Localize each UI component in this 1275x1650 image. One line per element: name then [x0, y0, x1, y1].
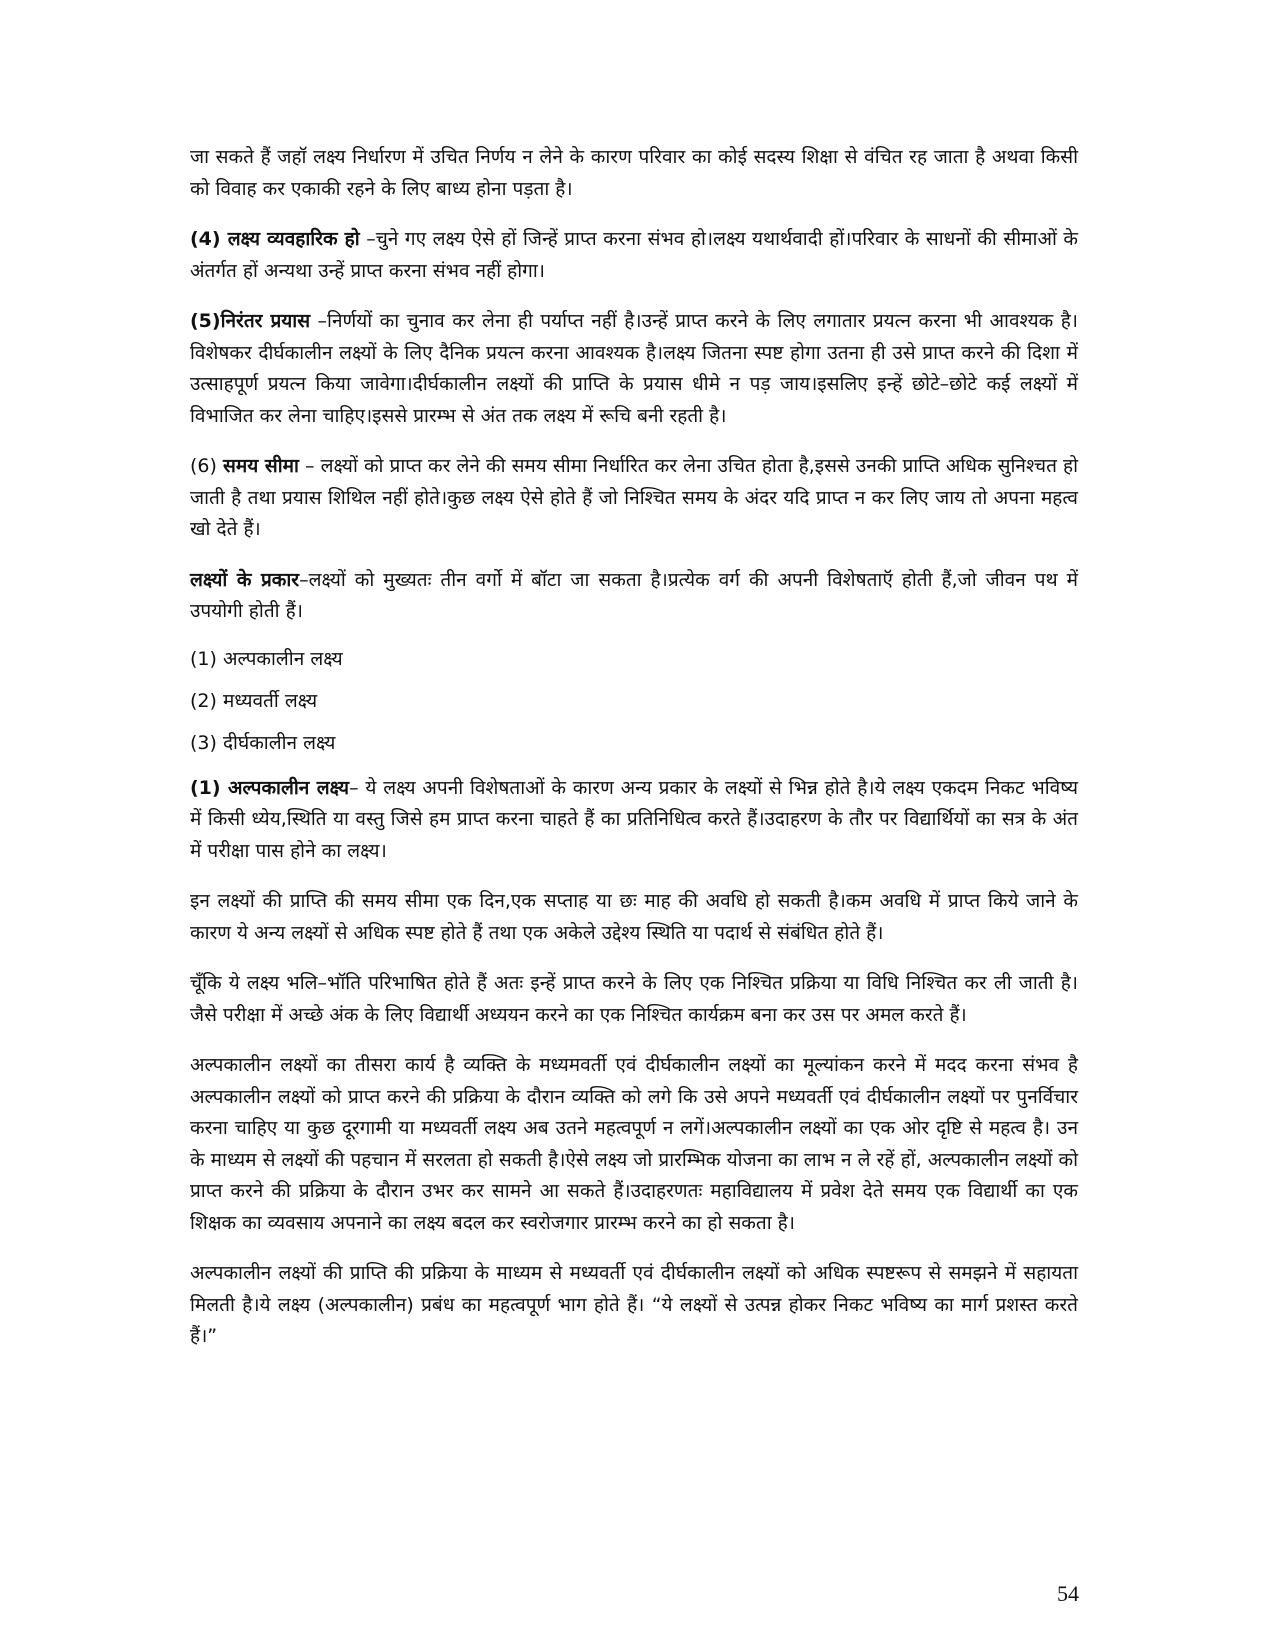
paragraph-short-term-goal [190, 773, 1078, 868]
paragraph-text: चूँकि ये लक्ष्य भलि–भॉति परिभाषित होते हैं अतः इन्हें प्राप्त करने के लिए एक निश्चित प्रक्रिया या विधि निश्चित कर ली जाती है।जैसे परीक्षा में अच्छे अंक के लिए विद्यार्थी अध्ययन करने का एक निश्चित कार्यक्रम बना कर उस पर अमल करते हैं। [190, 972, 1078, 1026]
paragraph-goal-types [190, 565, 1078, 628]
paragraph-practical-goal [190, 224, 1078, 287]
list-item: (3) दीर्घकालीन लक्ष्य [190, 731, 336, 754]
paragraph-time-limit [190, 451, 1078, 546]
paragraph-heading: (4) लक्ष्य व्यवहारिक हो [190, 228, 360, 250]
paragraph-text: – लक्ष्यों को प्राप्त कर लेने की समय सीमा निर्धारित कर लेना उचित होता है,इससे उनकी प्राप्ति अधिक सुनिश्चत हो जाती है तथा प्रयास शिथिल नहीं होते।कुछ लक्ष्य ऐसे होते हैं जो निश्चित समय के अंदर यदि प्राप्त न कर लिए जाय तो अपना महत्व खो देते हैं। [190, 455, 1079, 540]
paragraph-text: इन लक्ष्यों की प्राप्ति की समय सीमा एक दिन,एक सप्ताह या छः माह की अवधि हो सकती है।कम अवधि में प्राप्त किये जाने के कारण ये अन्य लक्ष्यों से अधिक स्पष्ट होते हैं तथा एक अकेले उद्देश्य स्थिति या पदार्थ से संबंधित होते हैं। [190, 890, 1078, 944]
paragraph-text: – ये लक्ष्य अपनी विशेषताओं के कारण अन्य प्रकार के लक्ष्यों से भिन्न होते है।ये लक्ष्य एकदम निकट भविष्य में किसी ध्येय,स्थिति या वस्तु जिसे हम प्राप्त करना चाहते हैं का प्रतिनिधित्व करते हैं।उदाहरण के तौर पर विद्यार्थियों का सत्र के अंत में परीक्षा पास होने का लक्ष्य। [190, 776, 1079, 862]
paragraph-prefix: (6) [190, 455, 223, 477]
paragraph-text: –चुने गए लक्ष्य ऐसे हों जिन्हें प्राप्त करना संभव हो।लक्ष्य यथार्थवादी हों।परिवार के साधनों की सीमाओं के अंतर्गत हों अन्यथा उन्हें प्राप्त करना संभव नहीं होगा। [190, 228, 1078, 282]
paragraph-text: अल्पकालीन लक्ष्यों का तीसरा कार्य है व्यक्ति के मध्यमवर्ती एवं दीर्घकालीन लक्ष्यों का मूल्यांकन करने में मदद करना संभव है अल्पकालीन लक्ष्यों को प्राप्त करने की प्रक्रिया के दौरान व्यक्ति को लगे कि उसे अपने मध्यवर्ती एवं दीर्घकालीन लक्ष्यों पर पुनर्विचार करना चाहिए या कुछ दूरगामी या मध्यवर्ती लक्ष्य अब उतने महत्वपूर्ण न लगें।अल्पकालीन लक्ष्यों का एक ओर दृष्टि से महत्व है। उन के माध्यम से लक्ष्यों की पहचान में सरलता हो सकती है।ऐसे लक्ष्य जो प्रारम्भिक योजना का लाभ न ले रहें हों, अल्पकालीन लक्ष्यों को प्राप्त करने की प्रक्रिया के दौरान उभर कर सामने आ सकते हैं।उदाहरणतः महाविद्यालय में प्रवेश देते समय एक विद्यार्थी का एक शिक्षक का व्यवसाय अपनाने का लक्ष्य बदल कर स्वरोजगार प्रारम्भ करने का हो सकता है। [190, 1054, 1078, 1234]
paragraph-defined-process [190, 968, 1078, 1031]
paragraph-time-period [190, 886, 1078, 949]
page-content [190, 142, 1078, 1372]
paragraph-continuous-effort [190, 306, 1078, 432]
paragraph-evaluation [190, 1050, 1078, 1239]
paragraph-conclusion [190, 1258, 1078, 1353]
list-item: (2) मध्यवर्ती लक्ष्य [190, 689, 318, 712]
paragraph-text: जा सकते हैं जहॉ लक्ष्य निर्धारण में उचित निर्णय न लेने के कारण परिवार का कोई सदस्य शिक्षा से वंचित रह जाता है अथवा किसी को विवाह कर एकाकी रहने के लिए बाध्य होना पड़ता है। [190, 146, 1078, 200]
paragraph-heading: (5)निरंतर प्रयास [190, 310, 311, 332]
paragraph-text: –निर्णयों का चुनाव कर लेना ही पर्याप्त नहीं है।उन्हें प्राप्त करने के लिए लगातार प्रयत्न करना भी आवश्यक है।विशेषकर दीर्घकालीन लक्ष्यों के लिए दैनिक प्रयत्न करना आवश्यक है।लक्ष्य जितना स्पष्ट होगा उतना ही उसे प्राप्त करने की दिशा में उत्साहपूर्ण प्रयत्न किया जावेगा।दीर्घकालीन लक्ष्यों की प्राप्ति के प्रयास धीमे न पड़ जाय।इसलिए इन्हें छोटे–छोटे कई लक्ष्यों में विभाजित कर लेना चाहिए।इससे प्रारम्भ से अंत तक लक्ष्य में रूचि बनी रहती है। [190, 310, 1078, 427]
paragraph-heading: (1) अल्पकालीन लक्ष्य [190, 776, 350, 799]
page-number: 54 [1057, 1581, 1079, 1606]
paragraph-continuation [190, 142, 1078, 205]
paragraph-heading: लक्ष्यों के प्रकार [190, 568, 300, 591]
paragraph-text: अल्पकालीन लक्ष्यों की प्राप्ति की प्रक्रिया के माध्यम से मध्यवर्ती एवं दीर्घकालीन लक्ष्यों को अधिक स्पष्टरूप से समझने में सहायता मिलती है।ये लक्ष्य (अल्पकालीन) प्रबंध का महत्वपूर्ण भाग होते हैं। “ये लक्ष्यों से उत्पन्न होकर निकट भविष्य का मार्ग प्रशस्त करते हैं।” [190, 1262, 1078, 1347]
paragraph-text: –लक्ष्यों को मुख्यतः तीन वर्गो में बॉटा जा सकता है।प्रत्येक वर्ग की अपनी विशेषताऍ होती हैं,जो जीवन पथ में उपयोगी होती हैं। [190, 568, 1078, 622]
paragraph-heading: समय सीमा [223, 455, 299, 477]
list-item: (1) अल्पकालीन लक्ष्य [190, 647, 343, 670]
